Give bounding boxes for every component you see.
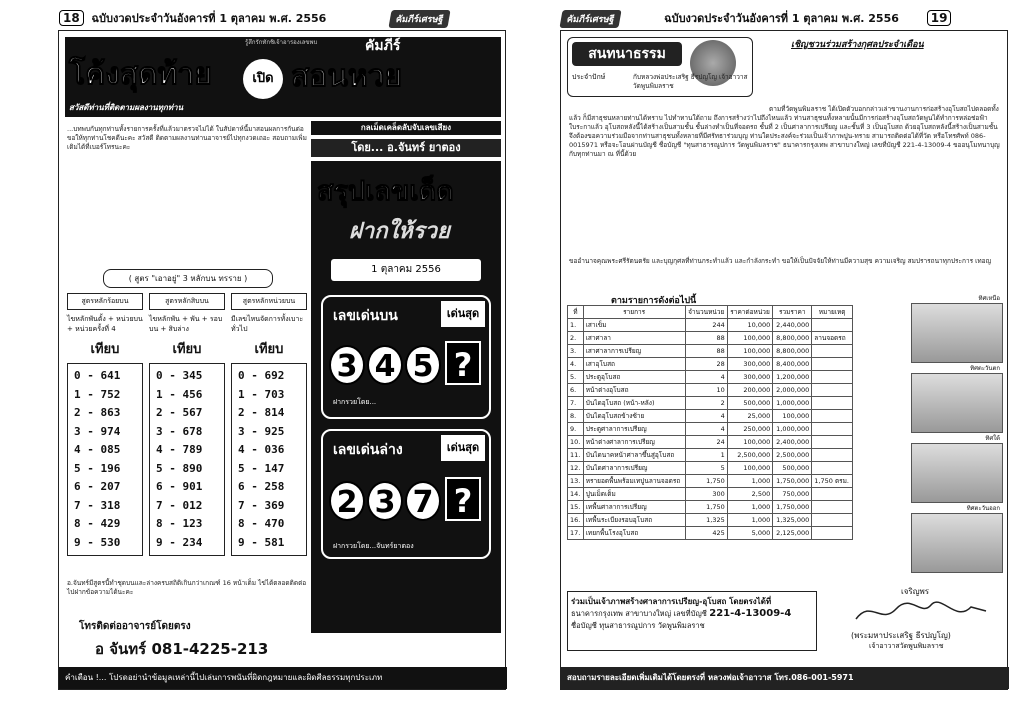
table-cell: 2,500 [727, 488, 773, 501]
table-cell: 1,000 [727, 475, 773, 488]
table-cell [812, 501, 853, 514]
table-cell: 10. [568, 436, 584, 449]
summary-panel [311, 161, 501, 633]
table-cell: 2,500,000 [773, 449, 812, 462]
table-cell: 2,440,000 [773, 319, 812, 332]
brand-label: คัมภีร์ [365, 38, 401, 54]
table-cell: 425 [685, 527, 727, 540]
table-cell: 2,500,000 [727, 449, 773, 462]
column-note: ไขหลักพันตั้ง + หน่วยบน + หน่วยครั้งที่ 4 [67, 315, 143, 333]
table-cell [812, 371, 853, 384]
table-cell: 8,400,000 [773, 358, 812, 371]
table-cell: 12. [568, 462, 584, 475]
table-cell: 500,000 [773, 462, 812, 475]
table-cell: 9. [568, 423, 584, 436]
lower-top-label: เด่นสุด [441, 435, 485, 461]
temple-photo-west [911, 365, 1003, 433]
lower-credit: ฝากรวยโดย...จันทร์ยาตอง [333, 542, 414, 550]
table-row [568, 410, 853, 423]
table-cell: 750,000 [773, 488, 812, 501]
table-cell [812, 358, 853, 371]
table-cell: 1,325 [685, 514, 727, 527]
table-cell [812, 527, 853, 540]
blessing-text: ขออำนาจคุณพระศรีรัตนตรัย และบุญกุศลที่ท่านกระทำแล้ว และกำลังกระทำ ขอให้เป็นปัจจัยให้ท่านมีความสุข ความเจริญ สมปรารถนาทุกประการ เทอญ [569, 257, 992, 265]
number-list [67, 363, 143, 556]
table-cell: 10,000 [727, 319, 773, 332]
list-item: 4 - 085 [74, 443, 121, 456]
method-strip: กลเม็ดเคล็ดลับจับเลขเสียง [311, 121, 501, 135]
summary-title: สรุปเลขเด็ด [317, 176, 454, 207]
table-cell: 4 [685, 371, 727, 384]
table-cell: 1,750 [685, 475, 727, 488]
table-cell: เทพื้นระเบียงรอบอุโบสถ [583, 514, 685, 527]
table-cell: 8,800,000 [773, 332, 812, 345]
table-cell: เสาศาลา [583, 332, 685, 345]
table-cell: 4. [568, 358, 584, 371]
table-row [568, 449, 853, 462]
contact-strip: สอบถามรายละเอียดเพิ่มเติมได้โดยตรงที่ หลวงพ่อเจ้าอาวาส โทร.086-001-5971 [561, 667, 1009, 689]
number-list [149, 363, 225, 556]
table-cell: 1,750,000 [773, 501, 812, 514]
table-header-row [568, 306, 853, 319]
table-cell: 5,000 [727, 527, 773, 540]
column-title: สนทนาธรรม [572, 42, 682, 66]
page-number: 19 [927, 10, 952, 26]
table-cell: 10 [685, 384, 727, 397]
left-page [58, 11, 506, 690]
table-cell: บันไดศาลาการเปรียญ [583, 462, 685, 475]
table-cell: 100,000 [727, 332, 773, 345]
temple-photo-south [911, 435, 1003, 503]
list-item: 3 - 925 [238, 424, 285, 438]
col-header: รายการ [583, 306, 685, 319]
list-item: 2 - 567 [156, 406, 203, 419]
table-cell: 1,000 [727, 501, 773, 514]
table-row [568, 423, 853, 436]
table-cell: 1 [685, 449, 727, 462]
table-row [568, 514, 853, 527]
banner-tagline: รู้สึกรักทักชิเจ้าอารองเลขพบ [245, 39, 318, 46]
table-cell: 1,750 ตรม. [812, 475, 853, 488]
list-item: 9 - 581 [238, 535, 285, 549]
table-cell: 500,000 [727, 397, 773, 410]
list-item: 2 - 863 [74, 406, 121, 419]
table-cell: 4 [685, 410, 727, 423]
donate-line-1: ร่วมเป็นเจ้าภาพสร้างศาลาการเปรียญ-อุโบสถ โดยตรงได้ที่ [571, 597, 772, 606]
table-cell: เสาอุโบสถ [583, 358, 685, 371]
table-cell: เทพื้นศาลาการเปรียญ [583, 501, 685, 514]
table-cell [812, 319, 853, 332]
table-cell [812, 436, 853, 449]
upper-question: ? [445, 341, 481, 385]
list-item: 1 - 456 [156, 387, 203, 401]
main-title: สอนหวย [291, 59, 403, 94]
table-cell [812, 514, 853, 527]
number-list [231, 363, 307, 556]
digit: 7 [405, 481, 441, 521]
list-item: 4 - 036 [238, 443, 285, 456]
table-cell: เสาเข็ม [583, 319, 685, 332]
table-row [568, 436, 853, 449]
digit: 2 [329, 481, 365, 521]
table-cell: 1,200,000 [773, 371, 812, 384]
table-cell: 4 [685, 423, 727, 436]
donation-box [567, 591, 817, 651]
summary-subtitle: ฝากให้รวย [349, 219, 450, 244]
table-cell: บันไดนาคหน้าศาลาขึ้นสู่อุโบสถ [583, 449, 685, 462]
table-cell: หน้าต่างอุโบสถ [583, 384, 685, 397]
table-cell: 300,000 [727, 358, 773, 371]
article-text: ตามที่วัดพูนพิมลราช ได้เปิดตัวบอกกล่าวเล่าขานงานการก่อสร้างอุโบสถไปตลอดทั้งแล้ว ก็มีสาธุชนหลายท่านได้ทราบ ไปทำทานใต้ถาม ถึงการสร้างว่าไปถึงไหนแล้ว ท่านสาธุชนทั้งหลายนั้นมีการก่อสร้างอุโบสถวัดพูนได้ทำการหล่อช่อฟ้าใบระกาแล้ว อุโบสถหลังนี้ได้สร้างเป็นสามชั้น ชั้นล่างทำเป็นที่จอดรถ ชั้นที่ 2 เป็นศาลาการเปรียญ และชั้นที่ 3 เป็นอุโบสถ ด้วยอุโบสถหลังนี้สร้างเป็นสามชั้น จึงต้องขอความร่วมมือจากท่านสาธุชนทั้งหลายที่มีศรัทธาร่วมบุญ ท่านใดประสงค์จะร่วมเป็นเจ้าภาพปูน-ทราย สามารถติดต่อได้ที่วัด หรือโทรศัพท์ 086-0015971 หรือจะโอนผ่านบัญชี ชื่อบัญชี "ทุนสาธารณูปการ วัดพูนพิมลราช" ธนาคารกรุงเทพ สาขาบางใหญ่ เลขที่บัญชี 221-4-13009-4 ขออนุโมทนาบุญกับทุกท่านมา ณ ที่นี้ด้วย [569, 105, 1000, 158]
table-cell: 1,750 [685, 501, 727, 514]
list-item: 8 - 470 [238, 517, 285, 530]
list-item: 0 - 692 [238, 369, 285, 382]
intro-text: ...บทพบกันทุกท่านทั้งรายการครั้งที่แล้วมาตรวจไม่ได้ ในสัปดาห์นี้มาสอนผลการกันต่อ ขอให้ทุกท่านโชคดีนะคะ สวัสดี ติดตามผลงานท่านอาจารย์ไปทุกงวดเถอะ สอบถามเพิ่มเติมได้ที่เบอร์โทรนะคะ [67, 125, 307, 151]
sign-intro: เจริญพร [901, 587, 930, 596]
warning-strip: คำเตือน !... โปรดอย่านำข้อมูลเหล่านี้ไปเล่นการพนันที่ผิดกฎหมายและผิดศีลธรรมทุกประเภท [59, 667, 507, 689]
open-badge: เปิด [243, 59, 283, 99]
table-cell: บันไดอุโบสถ (หน้า-หลัง) [583, 397, 685, 410]
table-cell: 300 [685, 488, 727, 501]
table-cell: 24 [685, 436, 727, 449]
list-item: 1 - 703 [238, 387, 285, 401]
right-header [561, 9, 955, 29]
list-item: 5 - 147 [238, 461, 285, 475]
table-cell: 250,000 [727, 423, 773, 436]
table-row [568, 397, 853, 410]
table-cell: ประตูศาลาการเปรียญ [583, 423, 685, 436]
col-header: หมายเหตุ [812, 306, 853, 319]
issue-date: ฉบับงวดประจำวันอังคารที่ 1 ตุลาคม พ.ศ. 2556 [91, 12, 327, 25]
account-number: 221-4-13009-4 [709, 608, 792, 619]
column-label: สูตรหลักหน่วยบน [231, 293, 307, 310]
table-cell: หรายอดพื้นพร้อมเทปูนลานจอดรถ [583, 475, 685, 488]
list-item: 9 - 234 [156, 535, 203, 549]
right-page [560, 11, 1008, 690]
list-item: 9 - 530 [74, 535, 121, 549]
lower-number-box [321, 429, 491, 559]
magazine-logo: คัมภีร์เศรษฐี [559, 10, 621, 28]
lower-label: เลขเด่นล่าง [333, 442, 403, 458]
list-item: 8 - 429 [74, 517, 121, 530]
phone-label: โทรติดต่ออาจารย์โดยตรง [79, 621, 191, 632]
table-title: ตามรายการดังต่อไปนี้ [611, 296, 697, 306]
list-item: 7 - 318 [74, 498, 121, 512]
table-cell [812, 384, 853, 397]
photo-caption: ทิศใต้ [985, 435, 1000, 442]
list-item: 3 - 678 [156, 424, 203, 438]
table-row [568, 332, 853, 345]
table-cell: 28 [685, 358, 727, 371]
table-cell: บันไดอุโบสถข้างซ้าย [583, 410, 685, 423]
table-row [568, 475, 853, 488]
table-cell [812, 345, 853, 358]
table-cell: 300,000 [727, 371, 773, 384]
lower-digits [329, 481, 443, 521]
formula-column-units [231, 293, 307, 556]
table-cell: 5. [568, 371, 584, 384]
left-header [59, 9, 449, 29]
table-row [568, 488, 853, 501]
formula-column-tens [149, 293, 225, 556]
table-cell: 1,000 [727, 514, 773, 527]
donate-line-2 [571, 608, 813, 620]
column-label: สูตรหลักสิบบน [149, 293, 225, 310]
table-cell: 1,325,000 [773, 514, 812, 527]
subline: สวัสดีท่านที่ติดตามผลงานทุกท่าน [69, 103, 184, 112]
page-number: 18 [59, 10, 84, 26]
temple-photo-east [911, 505, 1003, 573]
upper-label: เลขเด่นบน [333, 308, 398, 324]
col-header: ที่ [568, 306, 584, 319]
table-cell: 88 [685, 345, 727, 358]
table-cell [812, 449, 853, 462]
list-item: 6 - 258 [238, 480, 285, 493]
table-cell: 8,800,000 [773, 345, 812, 358]
table-cell [812, 410, 853, 423]
column-title: เทียบ [90, 342, 120, 357]
list-item: 7 - 012 [156, 498, 203, 512]
article-title: เชิญชวนร่วมสร้างกุศลประจำเดือน [791, 40, 924, 50]
table-cell: 88 [685, 332, 727, 345]
table-row [568, 358, 853, 371]
table-cell: 100,000 [727, 345, 773, 358]
table-cell: ปูนเม็ดเต็ม [583, 488, 685, 501]
table-row [568, 345, 853, 358]
upper-credit: ฝากรวยโดย... [333, 398, 377, 406]
magazine-logo: คัมภีร์เศรษฐี [389, 10, 451, 28]
table-cell: 1,750,000 [773, 475, 812, 488]
headline: โค้งสุดท้าย [69, 57, 212, 92]
upper-digits [329, 345, 443, 385]
donation-table [567, 305, 853, 540]
list-item: 6 - 901 [156, 480, 203, 493]
digit: 4 [367, 345, 403, 385]
table-cell: 100,000 [727, 436, 773, 449]
table-cell: 1,000,000 [773, 397, 812, 410]
table-row [568, 319, 853, 332]
table-cell: 3. [568, 345, 584, 358]
col-header: ราคาต่อหน่วย [727, 306, 773, 319]
list-item: 4 - 789 [156, 443, 203, 456]
column-note: ไขหลักพัน + พัน + รอบบน + สิบล่าง [149, 315, 223, 333]
list-item: 5 - 196 [74, 461, 121, 475]
digit: 5 [405, 345, 441, 385]
digit: 3 [367, 481, 403, 521]
table-cell: 6. [568, 384, 584, 397]
photo-caption: ทิศตะวันออก [966, 505, 1000, 512]
table-cell: 25,000 [727, 410, 773, 423]
table-cell: 7. [568, 397, 584, 410]
table-cell: 8. [568, 410, 584, 423]
table-cell: เสาศาลาการเปรียญ [583, 345, 685, 358]
signer-name: (พระมหาประเสริฐ ธีรปญโญ) [851, 631, 951, 640]
list-item: 7 - 369 [238, 498, 285, 512]
table-cell: เทยกพื้นโรงอุโบสถ [583, 527, 685, 540]
table-cell: 2,000,000 [773, 384, 812, 397]
signature-image [851, 597, 991, 627]
col-header: รวมราคา [773, 306, 812, 319]
table-cell: 100,000 [727, 462, 773, 475]
table-cell [812, 488, 853, 501]
phone-number: อ จันทร์ 081-4225-213 [95, 640, 269, 658]
table-row [568, 527, 853, 540]
table-cell: 2,400,000 [773, 436, 812, 449]
footer-note: อ.จันทร์มีสูตรนี้ทำชุดบนและล่างครบสถิติเกินกว่าเกณฑ์ 16 หน้าเต็ม ไข่ได้ตลอดติดต่อไปฝากข้อความได้นะคะ [67, 579, 307, 596]
signer-role: เจ้าอาวาสวัดพูนพิมลราช [869, 642, 944, 650]
list-item: 5 - 890 [156, 461, 203, 475]
list-item: 0 - 345 [156, 369, 203, 382]
table-cell: 17. [568, 527, 584, 540]
formula-column-hundreds [67, 293, 143, 556]
table-cell: 1. [568, 319, 584, 332]
column-note: มีเลขไหนจัดการทั้งเบาะทั่วไป [231, 315, 304, 333]
table-cell: 16. [568, 514, 584, 527]
table-cell: 244 [685, 319, 727, 332]
table-cell: 200,000 [727, 384, 773, 397]
upper-top-label: เด่นสุด [441, 301, 485, 327]
column-label: สูตรหลักร้อยบน [67, 293, 143, 310]
table-cell [812, 423, 853, 436]
table-cell: 13. [568, 475, 584, 488]
table-row [568, 501, 853, 514]
table-cell: 15. [568, 501, 584, 514]
issue-date: ฉบับงวดประจำวันอังคารที่ 1 ตุลาคม พ.ศ. 2556 [664, 12, 899, 25]
table-cell: หน้าต่างศาลาการเปรียญ [583, 436, 685, 449]
digit: 3 [329, 345, 365, 385]
list-item: 0 - 641 [74, 369, 121, 382]
table-cell: 1,000,000 [773, 423, 812, 436]
list-item: 2 - 814 [238, 406, 285, 419]
bank-label: ธนาคารกรุงเทพ สาขาบางใหญ่ เลขที่บัญชี [571, 609, 707, 618]
temple-photo-north [911, 295, 1003, 363]
list-item: 1 - 752 [74, 387, 121, 401]
table-cell: ประตูอุโบสถ [583, 371, 685, 384]
table-cell: 2,125,000 [773, 527, 812, 540]
table-cell: 11. [568, 449, 584, 462]
photo-caption: ทิศตะวันตก [970, 365, 1000, 372]
column-subtitle: ประจำปักษ์ [572, 73, 606, 81]
draw-date: 1 ตุลาคม 2556 [331, 259, 481, 281]
col-header: จำนวนหน่วย [685, 306, 727, 319]
table-cell: 100,000 [773, 410, 812, 423]
column-title: เทียบ [254, 342, 284, 357]
table-cell: 14. [568, 488, 584, 501]
table-row [568, 384, 853, 397]
photo-caption: ทิศเหนือ [978, 295, 1000, 302]
table-cell [812, 397, 853, 410]
table-cell: 2 [685, 397, 727, 410]
upper-number-box [321, 295, 491, 419]
monk-caption: กับหลวงพ่อประเสริฐ ธีรปญโญ เจ้าอาวาสวัดพูนพิมลราช [633, 73, 748, 90]
table-row [568, 371, 853, 384]
table-body [568, 319, 853, 540]
table-cell: ลานจอดรถ [812, 332, 853, 345]
donate-line-3: ชื่อบัญชี ทุนสาธารณูปการ วัดพูนพิมลราช [571, 621, 705, 630]
table-cell: 5 [685, 462, 727, 475]
column-title: เทียบ [172, 342, 202, 357]
table-row [568, 462, 853, 475]
formula-caption: ( สูตร "เอาอยู่" 3 หลักบน ทรราย ) [103, 269, 273, 288]
table-cell [812, 462, 853, 475]
list-item: 3 - 974 [74, 424, 121, 438]
author-strip: โดย... อ.จันทร์ ยาตอง [311, 139, 501, 157]
lower-question: ? [445, 477, 481, 521]
list-item: 6 - 207 [74, 480, 121, 493]
list-item: 8 - 123 [156, 517, 203, 530]
headline-banner [65, 37, 501, 117]
table-cell: 2. [568, 332, 584, 345]
